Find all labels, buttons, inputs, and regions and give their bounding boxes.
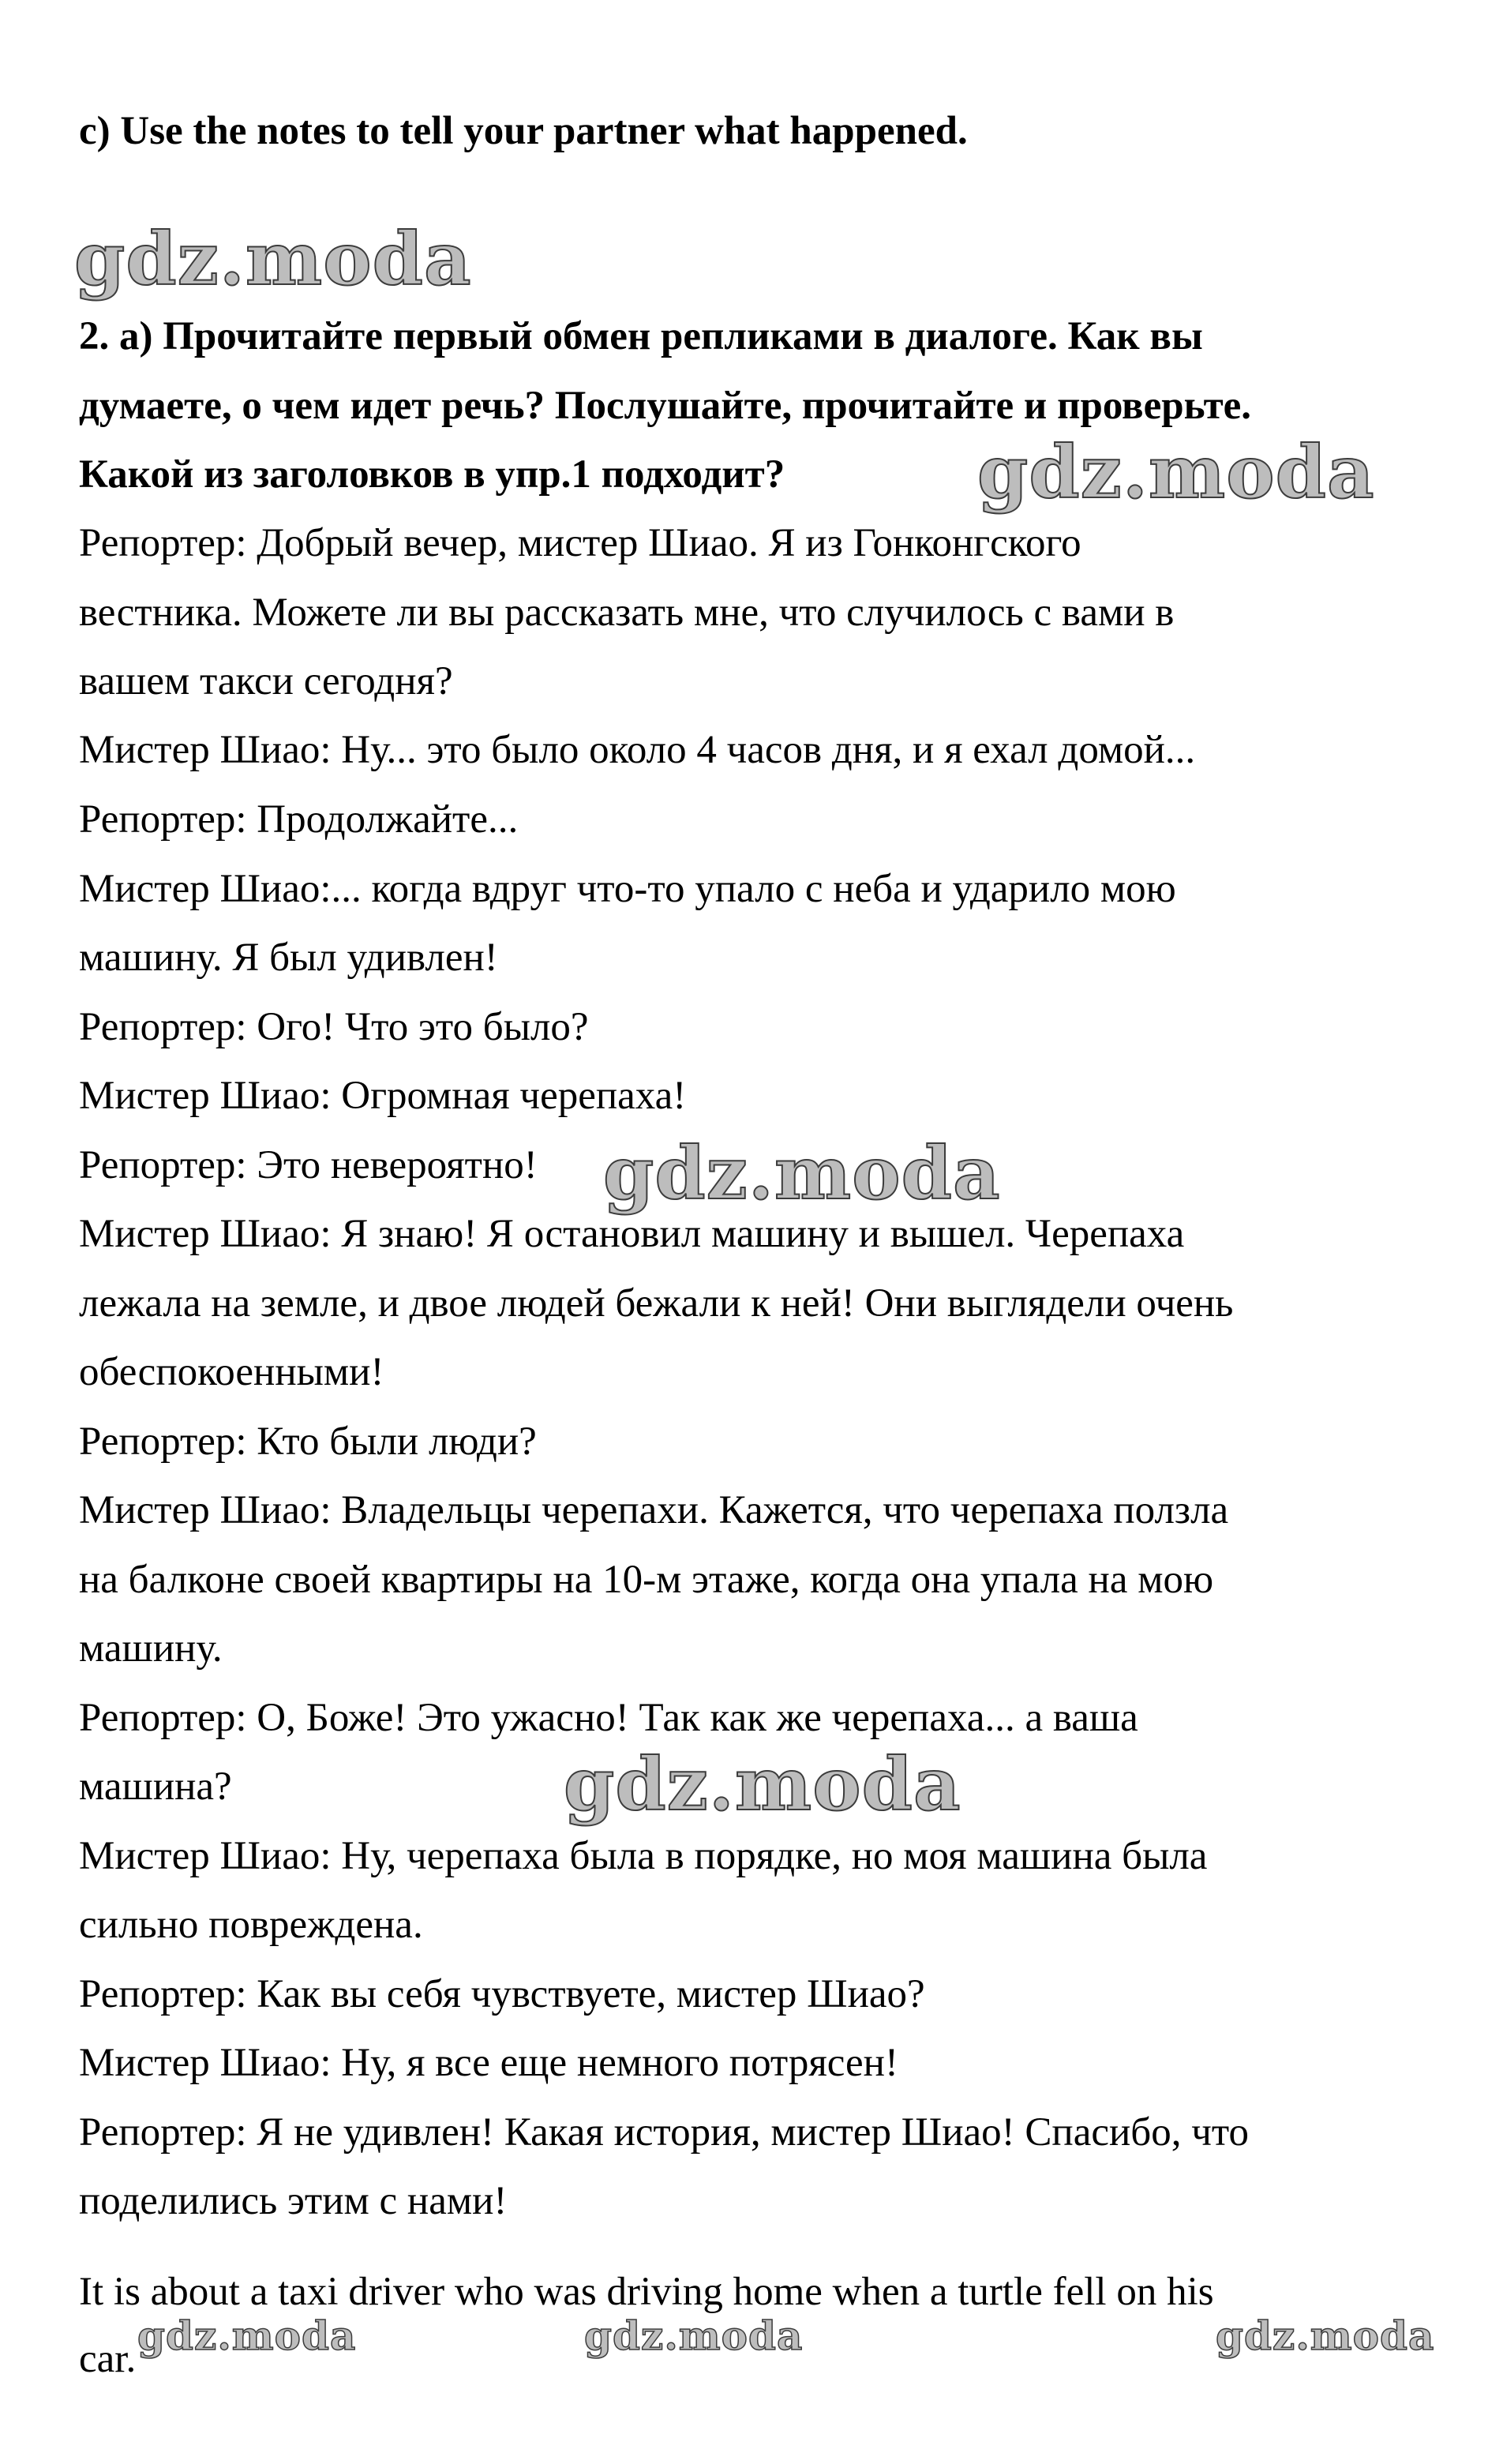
dialogue-line: поделились этим с нами!	[79, 2179, 508, 2223]
dialogue-line: вестника. Можете ли вы рассказать мне, что случилось с вами в	[79, 591, 1175, 635]
task2-heading-line-1: 2. a) Прочитайте первый обмен репликами в диалоге. Как вы	[79, 314, 1203, 358]
dialogue-line: на балконе своей квартиры на 10-м этаже, когда она упала на мою	[79, 1558, 1214, 1602]
task2-heading-line-3: Какой из заголовков в упр.1 подходит?	[79, 452, 785, 497]
dialogue-line: Мистер Шиао: Я знаю! Я остановил машину и вышел. Черепаха	[79, 1212, 1185, 1256]
dialogue-line: Репортер: Это невероятно!	[79, 1143, 538, 1187]
dialogue-line: Репортер: О, Боже! Это ужасно! Так как же черепаха... а ваша	[79, 1696, 1138, 1740]
dialogue-line: сильно повреждена.	[79, 1903, 423, 1947]
task2-heading-line-2: думаете, о чем идет речь? Послушайте, прочитайте и проверьте.	[79, 384, 1252, 428]
dialogue-line: Репортер: Как вы себя чувствуете, мистер Шиао?	[79, 1972, 925, 2016]
dialogue-line: Мистер Шиао: Владельцы черепахи. Кажется, что черепаха ползла	[79, 1488, 1229, 1532]
watermark-logo: gdz.moda	[1216, 2312, 1435, 2359]
watermark-logo: gdz.moda	[137, 2312, 357, 2359]
watermark-logo: gdz.moda	[977, 429, 1375, 515]
dialogue-line: Мистер Шиао:... когда вдруг что-то упало с неба и ударило мою	[79, 867, 1176, 911]
watermark-logo: gdz.moda	[74, 216, 472, 302]
answer-line-2: car.	[79, 2337, 137, 2381]
watermark-logo: gdz.moda	[603, 1131, 1001, 1216]
dialogue-line: машина?	[79, 1765, 232, 1809]
dialogue-line: Мистер Шиао: Ну... это было около 4 часов дня, и я ехал домой...	[79, 728, 1196, 772]
dialogue-line: Мистер Шиао: Ну, я все еще немного потрясен!	[79, 2041, 898, 2085]
dialogue-line: обеспокоенными!	[79, 1350, 384, 1394]
dialogue-line: машину.	[79, 1626, 223, 1671]
answer-line-1: It is about a taxi driver who was driving home when a turtle fell on his	[79, 2270, 1214, 2314]
dialogue-line: Репортер: Кто были люди?	[79, 1420, 537, 1464]
task-c-heading: c) Use the notes to tell your partner what happened.	[79, 109, 968, 153]
dialogue-line: вашем такси сегодня?	[79, 659, 453, 703]
dialogue-line: лежала на земле, и двое людей бежали к ней! Они выглядели очень	[79, 1281, 1234, 1326]
dialogue-line: Репортер: Я не удивлен! Какая история, мистер Шиао! Спасибо, что	[79, 2110, 1249, 2155]
dialogue-line: Репортер: Добрый вечер, мистер Шиао. Я из Гонконгского	[79, 521, 1081, 565]
dialogue-line: Мистер Шиао: Ну, черепаха была в порядке, но моя машина была	[79, 1834, 1208, 1878]
dialogue-line: Мистер Шиао: Огромная черепаха!	[79, 1074, 687, 1118]
dialogue-line: Репортер: Ого! Что это было?	[79, 1005, 589, 1049]
dialogue-line: машину. Я был удивлен!	[79, 936, 498, 980]
dialogue-line: Репортер: Продолжайте...	[79, 797, 519, 842]
watermark-logo: gdz.moda	[584, 2312, 804, 2359]
watermark-logo: gdz.moda	[564, 1742, 961, 1827]
